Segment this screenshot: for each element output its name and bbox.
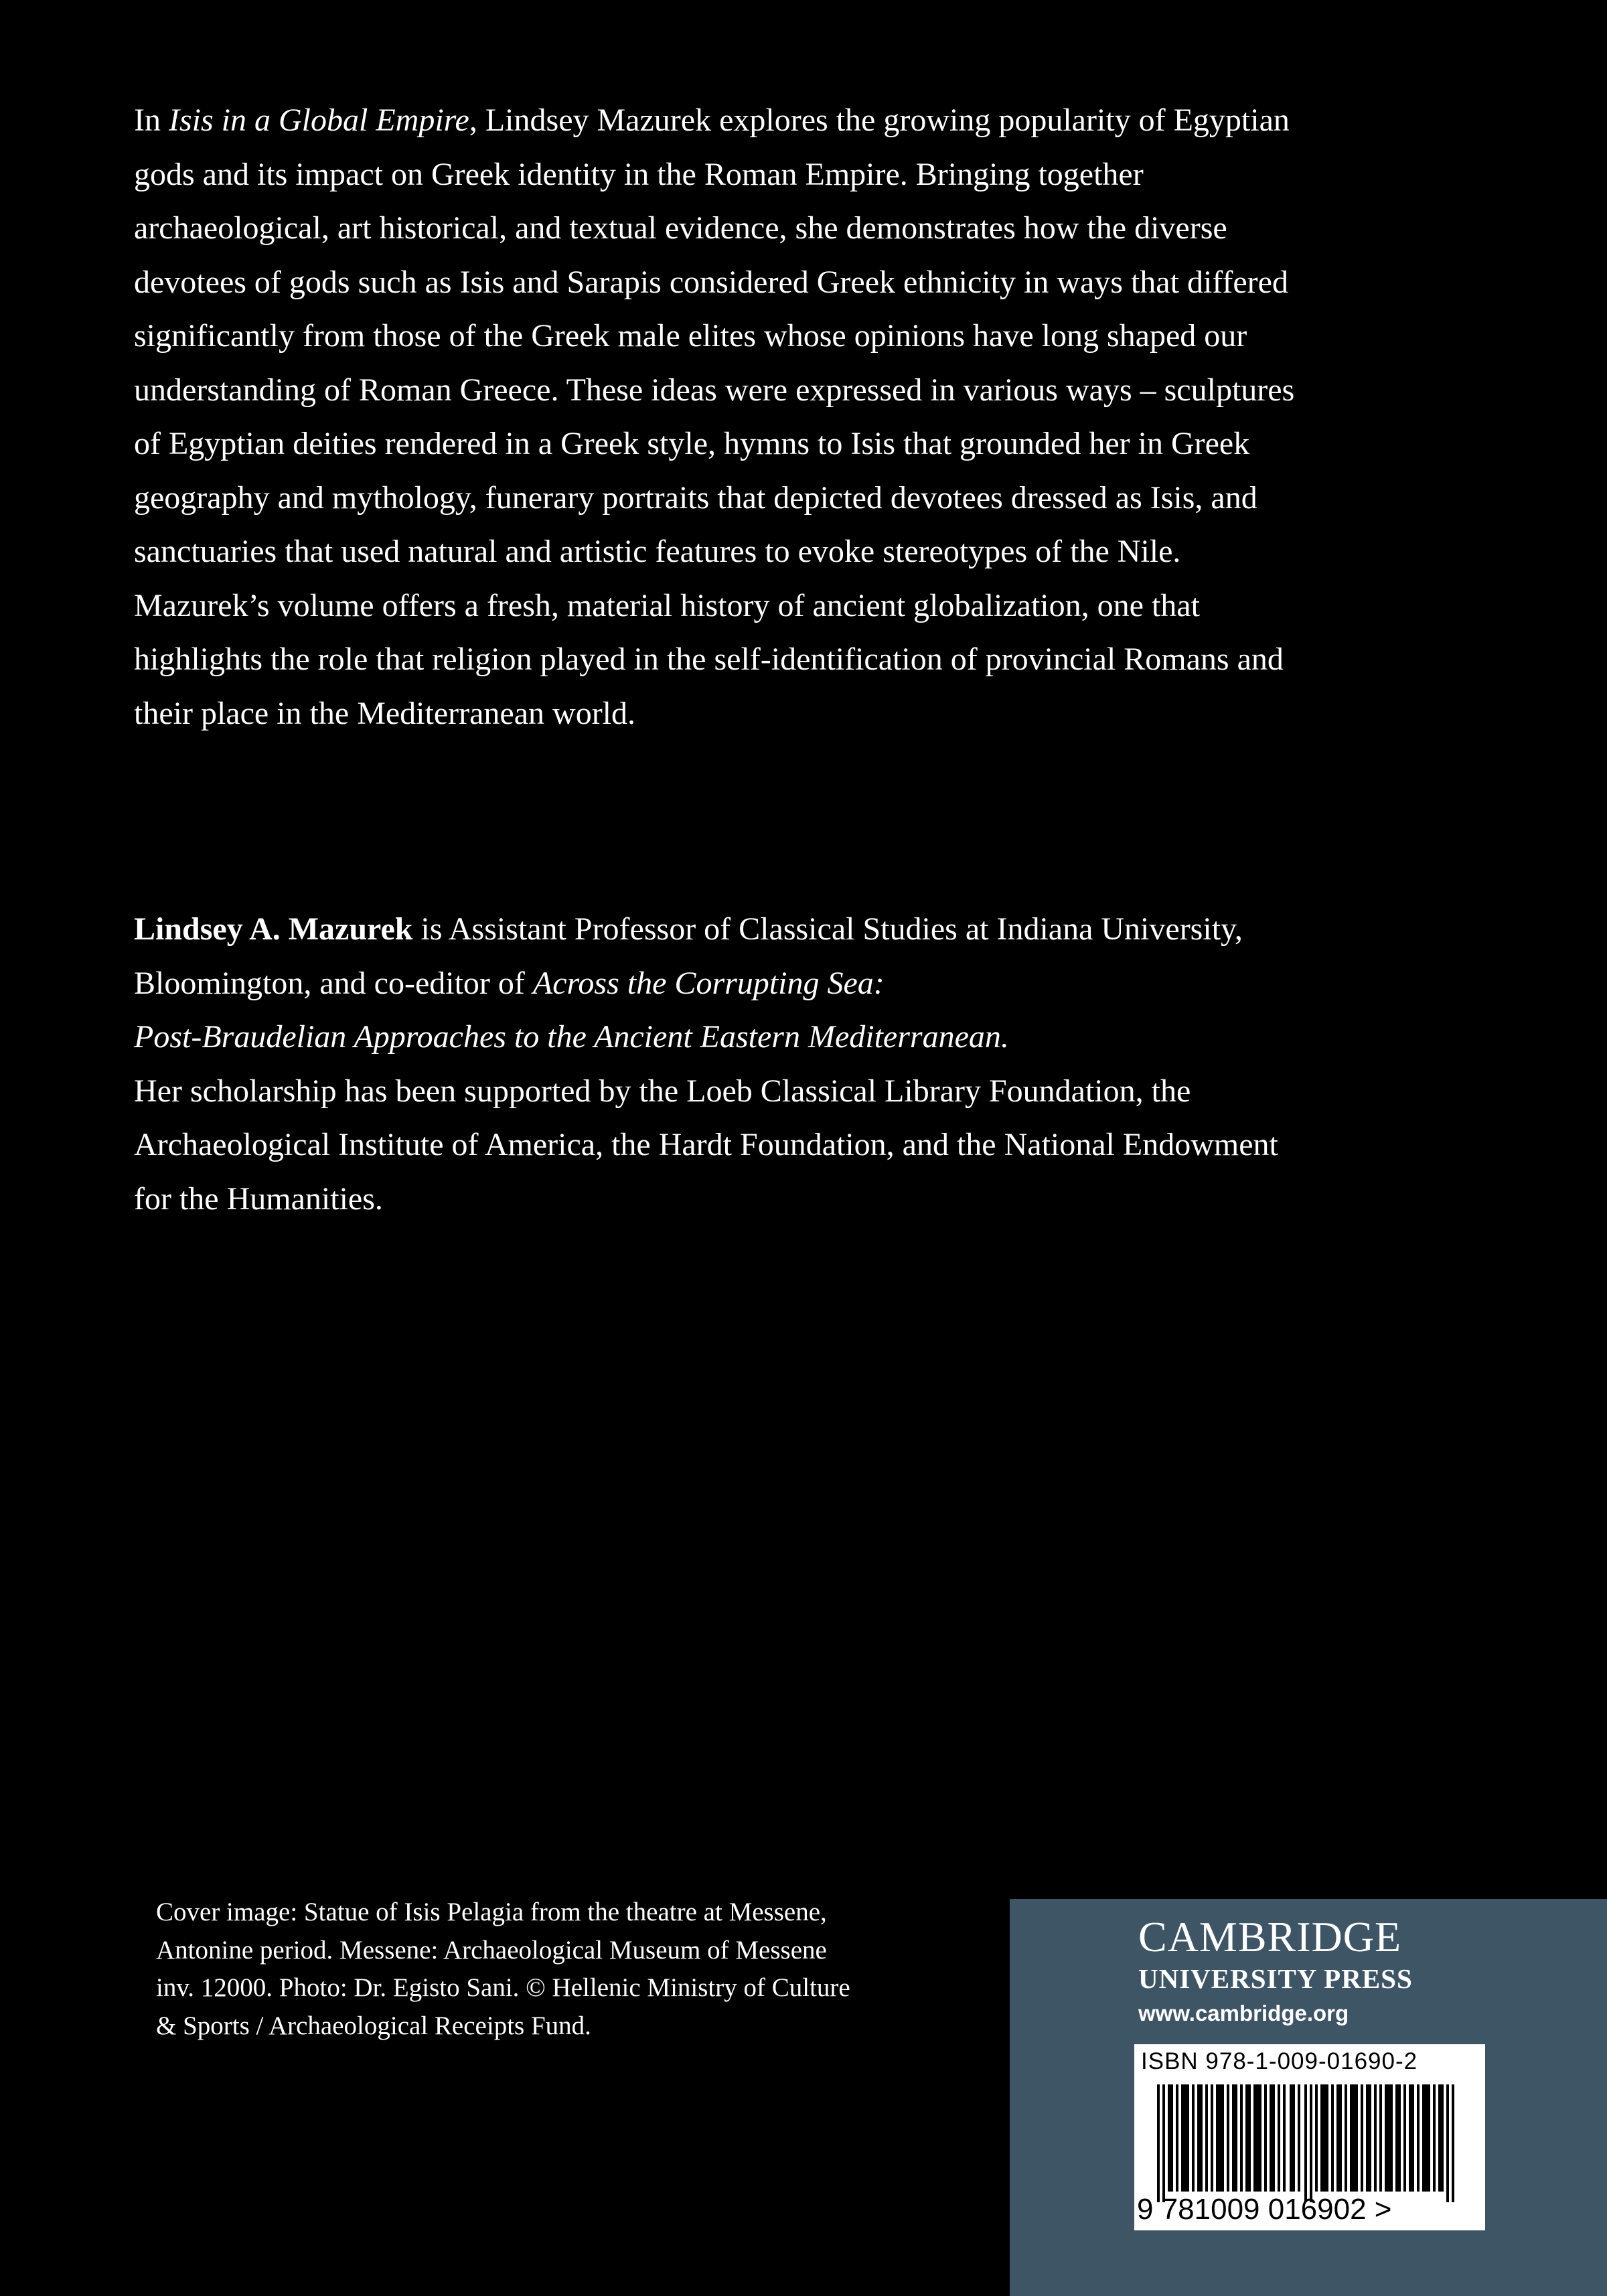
coedited-title-1: Across the Corrupting Sea: [532,965,885,1001]
bio-text-2: Her scholarship has been supported by the Loeb Classical Library Foundation, the Archaeological Institute of America, the Hardt Foundation, and the National Endowment for the Humanities. [134,1073,1278,1217]
publisher-panel [1010,1899,1607,2296]
isbn-barcode [1134,2044,1485,2230]
author-bio [134,903,1312,1226]
publisher-url: www.cambridge.org [1138,2001,1349,2025]
bio-text-1: is Assistant Professor of Classical Studies at Indiana University, Bloomington, and co-editor of [134,911,1243,1001]
isbn-label: ISBN 978-1-009-01690-2 [1141,2048,1418,2074]
coedited-title-2: Post-Braudelian Approaches to the Ancient Eastern Mediterranean. [134,1019,1009,1055]
publisher-logo-name: CAMBRIDGE [1138,1913,1402,1961]
blurb-text: , Lindsey Mazurek explores the growing popularity of Egyptian gods and its impact on Greek identity in the Roman Empire. Bringing together archaeological, art historical, and textual evidence, she demonstrates how the diverse devotees of gods such as Isis and Sarapis considered Greek ethnicity in ways that differed significantly from those of the Greek male elites whose opinions have long shaped our understanding of Roman Greece. These ideas were expressed in various ways – sculptures of Egyptian deities rendered in a Greek style, hymns to Isis that grounded her in Greek geography and mythology, funerary portraits that depicted devotees dressed as Isis, and sanctuaries that used natural and artistic features to evoke stereotypes of the Nile. Mazurek’s volume offers a fresh, material history of ancient globalization, one that highlights the role that religion played in the self-identification of provincial Romans and their place in the Mediterranean world. [134,102,1295,731]
publisher-logo-subtitle: UNIVERSITY PRESS [1138,1963,1413,1994]
bio-paragraph [134,903,1312,1226]
blurb-prefix: In [134,102,169,138]
credit-line: & Sports / Archaeological Receipts Fund. [156,2011,591,2040]
blurb-book-title: Isis in a Global Empire [168,102,469,138]
credit-line: Cover image: Statue of Isis Pelagia from the theatre at Messene, [156,1898,827,1926]
ean-digits: 9 781009 016902 > [1137,2193,1392,2226]
credit-line: inv. 12000. Photo: Dr. Egisto Sani. © Hellenic Ministry of Culture [156,1973,850,2002]
cover-image-credit [156,1894,960,2045]
author-name: Lindsey A. Mazurek [134,911,413,947]
credit-line: Antonine period. Messene: Archaeological Museum of Messene [156,1935,827,1965]
blurb-paragraph [134,94,1312,741]
book-blurb [134,94,1312,741]
